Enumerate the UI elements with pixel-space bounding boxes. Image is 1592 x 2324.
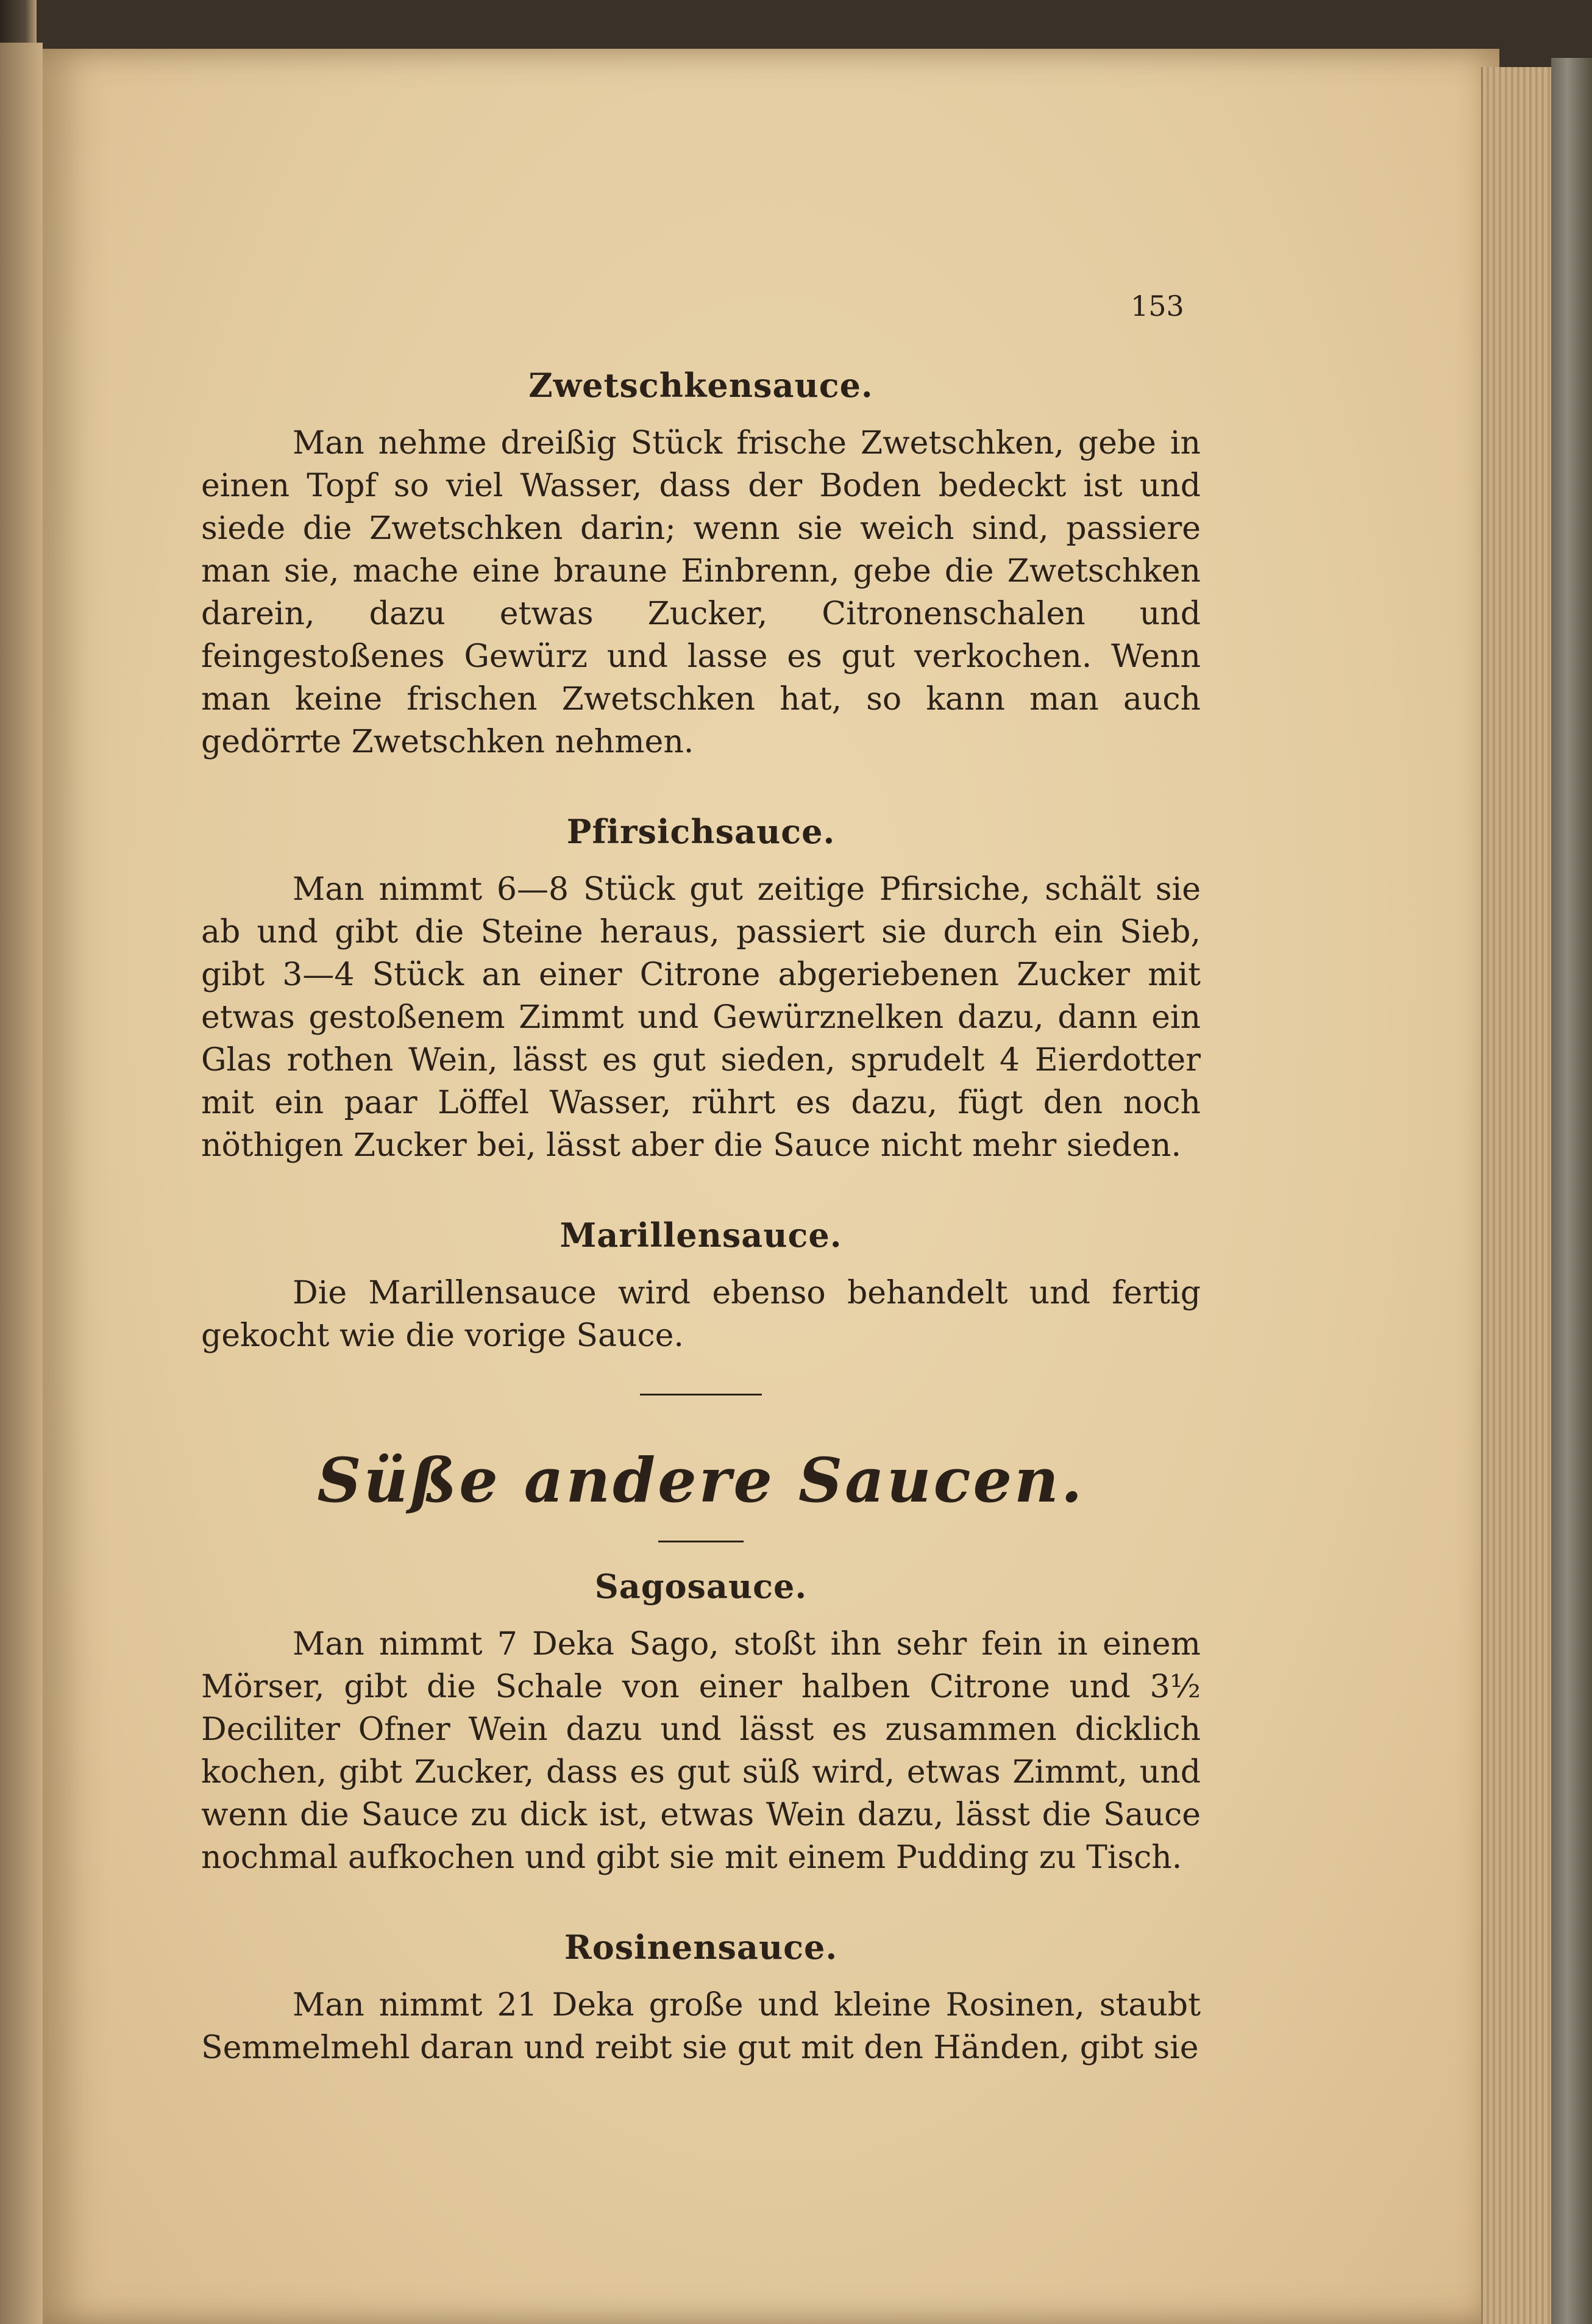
page-stack-edge — [1481, 67, 1556, 2324]
heading-marillensauce: Marillensauce. — [560, 1216, 842, 1255]
chapter-title: Süße andere Saucen. — [317, 1444, 1085, 1516]
previous-page-edge — [0, 43, 43, 2324]
paragraph-pfirsichsauce: Man nimmt 6—8 Stück gut zeitige Pfirsiche, schält sie ab und gibt die Steine heraus, passiert sie durch ein Sieb, gibt 3—4 Stück an einer Citrone abgeriebenen Zucker mit etwas gestoßenem Zimmt und Gewürznelken dazu, dann ein Glas rothen Wein, lässt es gut sieden, sprudelt 4 Eierdotter mit ein paar Löffel Wasser, rührt es dazu, fügt den noch nöthigen Zucker bei, lässt aber die Sauce nicht mehr sieden. — [201, 871, 1201, 1164]
page-number: 153 — [1131, 290, 1184, 323]
page-text-block — [201, 268, 1201, 2069]
paragraph-marillensauce: Die Marillensauce wird ebenso behandelt und fertig gekocht wie die vorige Sauce. — [201, 1275, 1201, 1354]
paragraph-sagosauce: Man nimmt 7 Deka Sago, stoßt ihn sehr fein in einem Mörser, gibt die Schale von einer halben Citrone und 3½ Deciliter Ofner Wein dazu und lässt es zusammen dicklich kochen, gibt Zucker, dass es gut süß wird, etwas Zimmt, und wenn die Sauce zu dick ist, etwas Wein dazu, lässt die Sauce nochmal aufkochen und gibt sie mit einem Pudding zu Tisch. — [201, 1626, 1201, 1876]
heading-pfirsichsauce: Pfirsichsauce. — [566, 812, 836, 851]
paragraph-zwetschkensauce: Man nehme dreißig Stück frische Zwetschken, gebe in einen Topf so viel Wasser, dass der Boden bedeckt ist und siede die Zwetschken darin; wenn sie weich sind, passiere man sie, mache eine braune Einbrenn, gebe die Zwetschken darein, dazu etwas Zucker, Citronenschalen und feingestoßenes Gewürz und lasse es gut verkochen. Wenn man keine frischen Zwetschken hat, so kann man auch gedörrte Zwetschken nehmen. — [201, 425, 1201, 760]
book-cover-edge — [1551, 58, 1592, 2324]
heading-rosinensauce: Rosinensauce. — [564, 1928, 838, 1967]
paragraph-rosinensauce: Man nimmt 21 Deka große und kleine Rosinen, staubt Semmelmehl daran und reibt sie gut mit den Händen, gibt sie — [201, 1987, 1201, 2066]
heading-sagosauce: Sagosauce. — [594, 1567, 808, 1606]
heading-zwetschkensauce: Zwetschkensauce. — [528, 366, 873, 405]
